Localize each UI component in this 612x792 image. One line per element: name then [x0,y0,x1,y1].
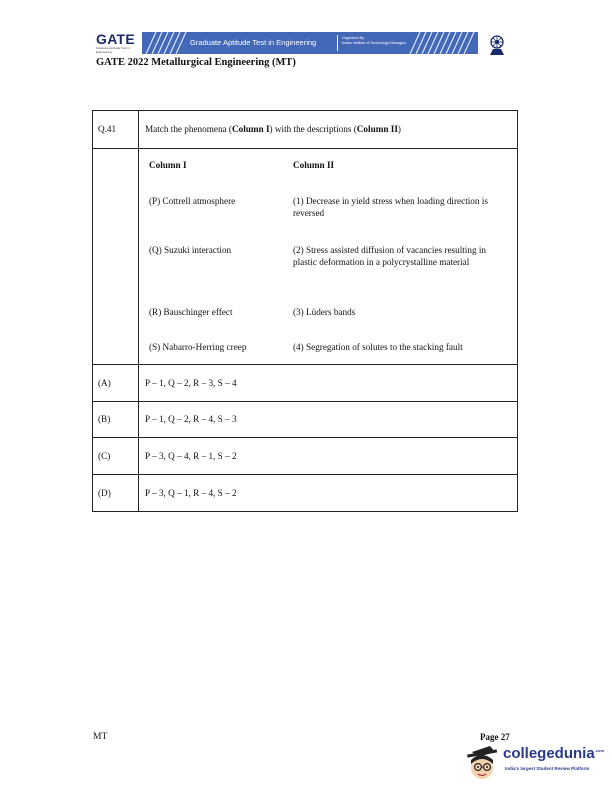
option-text-c: P – 3, Q – 4, R – 1, S – 2 [145,451,237,461]
table-column-divider [138,110,139,512]
banner-title: Graduate Aptitude Test in Engineering [190,38,317,47]
collegedunia-mascot-icon [464,744,502,784]
header-banner [142,32,478,54]
table-row-divider [92,148,518,149]
column2-item-3: (3) Lüders bands [293,307,356,317]
option-label-c: (C) [98,451,111,461]
column2-item-2: (2) Stress assisted diffusion of vacancies resulting in plastic deformation in a polycrystalline material [293,245,486,267]
option-label-d: (D) [98,488,111,498]
column2-item-4: (4) Segregation of solutes to the stacking fault [293,342,463,352]
table-row-divider [92,437,518,438]
paper-code: MT [93,732,108,742]
organised-by-label: Organised By [342,36,364,40]
page-number: Page 27 [480,732,510,742]
option-text-d: P – 3, Q – 1, R – 4, S – 2 [145,488,237,498]
gate-logo-subtext: Graduate Aptitude Test in Engineering [96,46,130,54]
column1-item-r: (R) Bauschinger effect [149,307,233,317]
column1-item-q: (Q) Suzuki interaction [149,245,232,255]
column2-item-1: (1) Decrease in yield stress when loading direction is reversed [293,196,488,218]
organiser-name: Indian Institute of Technology Kharagpur [342,40,407,45]
table-row-divider [92,364,518,365]
option-text-b: P – 1, Q – 2, R – 4, S – 3 [145,414,237,424]
table-row-divider [92,401,518,402]
question-stem: Match the phenomena (Column I) with the descriptions (Column II) [145,124,401,134]
brand-name: collegedunia$^{.com}$ [503,745,605,762]
table-row-divider [92,474,518,475]
column1-item-p: (P) Cottrell atmosphere [149,196,236,206]
option-label-b: (B) [98,414,111,424]
question-number: Q.41 [98,124,117,134]
iit-emblem-icon [485,33,509,57]
gate-logo-text: GATE [96,31,136,47]
option-label-a: (A) [98,378,111,388]
column2-header: Column II [293,160,335,170]
column1-header: Column I [149,160,187,170]
column1-item-s: (S) Nabarro-Herring creep [149,342,247,352]
brand-tagline: India's largest Student Review Platform [505,766,590,771]
option-text-a: P – 1, Q – 2, R – 3, S – 4 [145,378,237,388]
banner-organiser [342,36,406,45]
paper-title: GATE 2022 Metallurgical Engineering (MT) [96,57,296,68]
gate-logo [96,32,140,54]
banner-divider [337,35,338,51]
